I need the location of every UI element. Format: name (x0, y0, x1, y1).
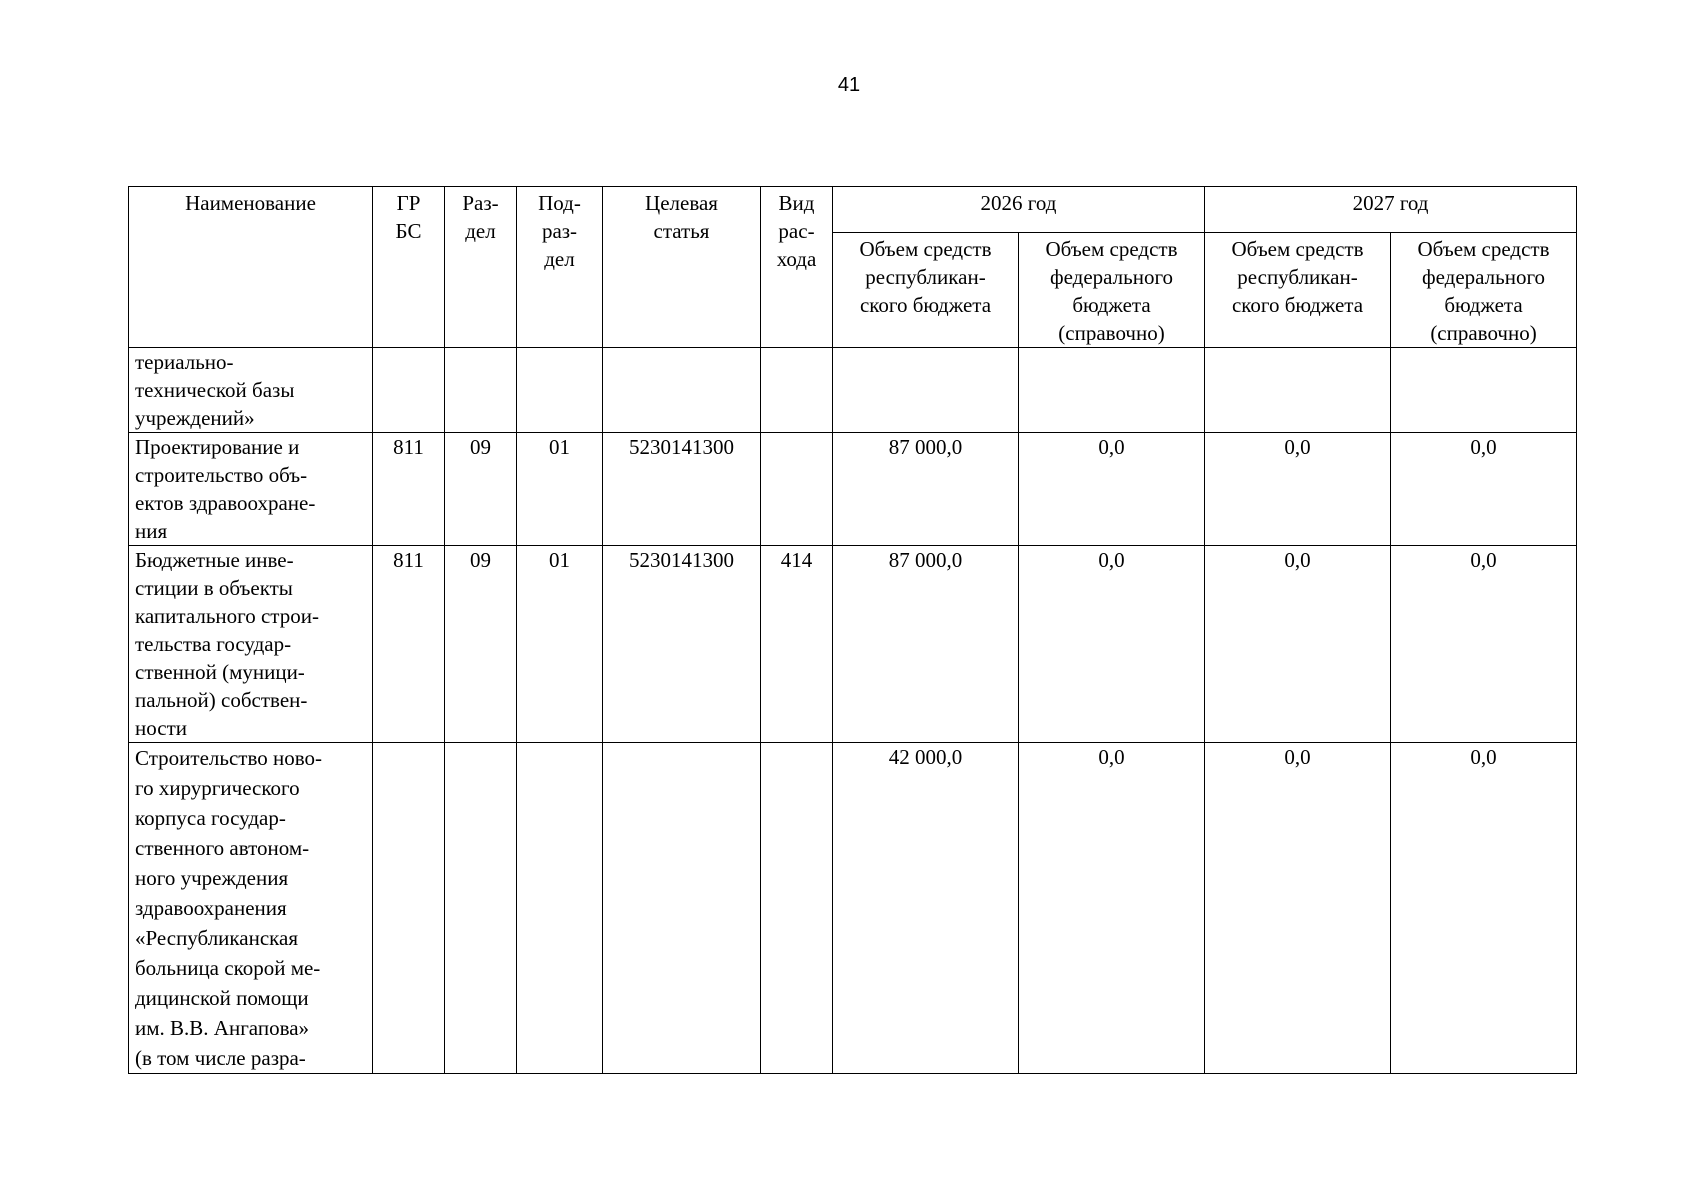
row-2026-republic: 42 000,0 (833, 743, 1019, 1074)
row-grbs (373, 743, 445, 1074)
header-2026-republic-budget: Объем средств республикан- ского бюджета (833, 233, 1019, 348)
row-2026-federal: 0,0 (1019, 743, 1205, 1074)
row-2026-federal (1019, 348, 1205, 433)
row-name: Проектирование и строительство объ- ектов здравоохране- ния (129, 433, 373, 546)
page-number: 41 (837, 74, 861, 96)
header-2027-republic-budget: Объем средств республикан- ского бюджета (1205, 233, 1391, 348)
row-vid-rashoda: 414 (761, 546, 833, 743)
row-grbs: 811 (373, 433, 445, 546)
table-row (129, 433, 1577, 546)
header-2027-federal-budget: Объем средств федерального бюджета (справочно) (1391, 233, 1577, 348)
row-2027-republic: 0,0 (1205, 743, 1391, 1074)
row-2026-federal: 0,0 (1019, 433, 1205, 546)
row-name: Бюджетные инве- стиции в объекты капитального строи- тельства государ- ственной (муници- пальной) собствен- ности (129, 546, 373, 743)
header-celevaya-statya: Целевая статья (603, 187, 761, 348)
row-grbs: 811 (373, 546, 445, 743)
header-2026-federal-budget: Объем средств федерального бюджета (справочно) (1019, 233, 1205, 348)
row-razdel (445, 348, 517, 433)
row-vid-rashoda (761, 348, 833, 433)
row-2027-federal: 0,0 (1391, 433, 1577, 546)
header-vid-rashoda: Вид рас- хода (761, 187, 833, 348)
row-grbs (373, 348, 445, 433)
row-celevaya-statya (603, 348, 761, 433)
row-2027-republic: 0,0 (1205, 546, 1391, 743)
header-year-2026: 2026 год (833, 187, 1205, 233)
header-year-2027: 2027 год (1205, 187, 1577, 233)
row-celevaya-statya (603, 743, 761, 1074)
row-2026-federal: 0,0 (1019, 546, 1205, 743)
header-name: Наименование (129, 187, 373, 348)
row-2027-republic (1205, 348, 1391, 433)
row-name: Строительство ново- го хирургического корпуса государ- ственного автоном- ного учреждения здравоохранения «Республиканская больница скорой ме- дицинской помощи им. В.В. Ангапова» (в том числе разра- (129, 743, 373, 1074)
header-podrazdel: Под- раз- дел (517, 187, 603, 348)
table-row (129, 546, 1577, 743)
row-2026-republic: 87 000,0 (833, 433, 1019, 546)
budget-table (128, 186, 1577, 1074)
row-podrazdel: 01 (517, 546, 603, 743)
row-2026-republic (833, 348, 1019, 433)
row-razdel: 09 (445, 433, 517, 546)
row-2026-republic: 87 000,0 (833, 546, 1019, 743)
table-row (129, 348, 1577, 433)
row-vid-rashoda (761, 433, 833, 546)
row-2027-federal (1391, 348, 1577, 433)
header-grbs: ГР БС (373, 187, 445, 348)
row-podrazdel: 01 (517, 433, 603, 546)
row-vid-rashoda (761, 743, 833, 1074)
row-celevaya-statya: 5230141300 (603, 546, 761, 743)
row-name: териально- технической базы учреждений» (129, 348, 373, 433)
row-celevaya-statya: 5230141300 (603, 433, 761, 546)
header-razdel: Раз- дел (445, 187, 517, 348)
row-razdel: 09 (445, 546, 517, 743)
table-row (129, 743, 1577, 1074)
row-podrazdel (517, 348, 603, 433)
row-podrazdel (517, 743, 603, 1074)
row-razdel (445, 743, 517, 1074)
row-2027-federal: 0,0 (1391, 546, 1577, 743)
row-2027-republic: 0,0 (1205, 433, 1391, 546)
header-row-1 (129, 187, 1577, 233)
row-2027-federal: 0,0 (1391, 743, 1577, 1074)
